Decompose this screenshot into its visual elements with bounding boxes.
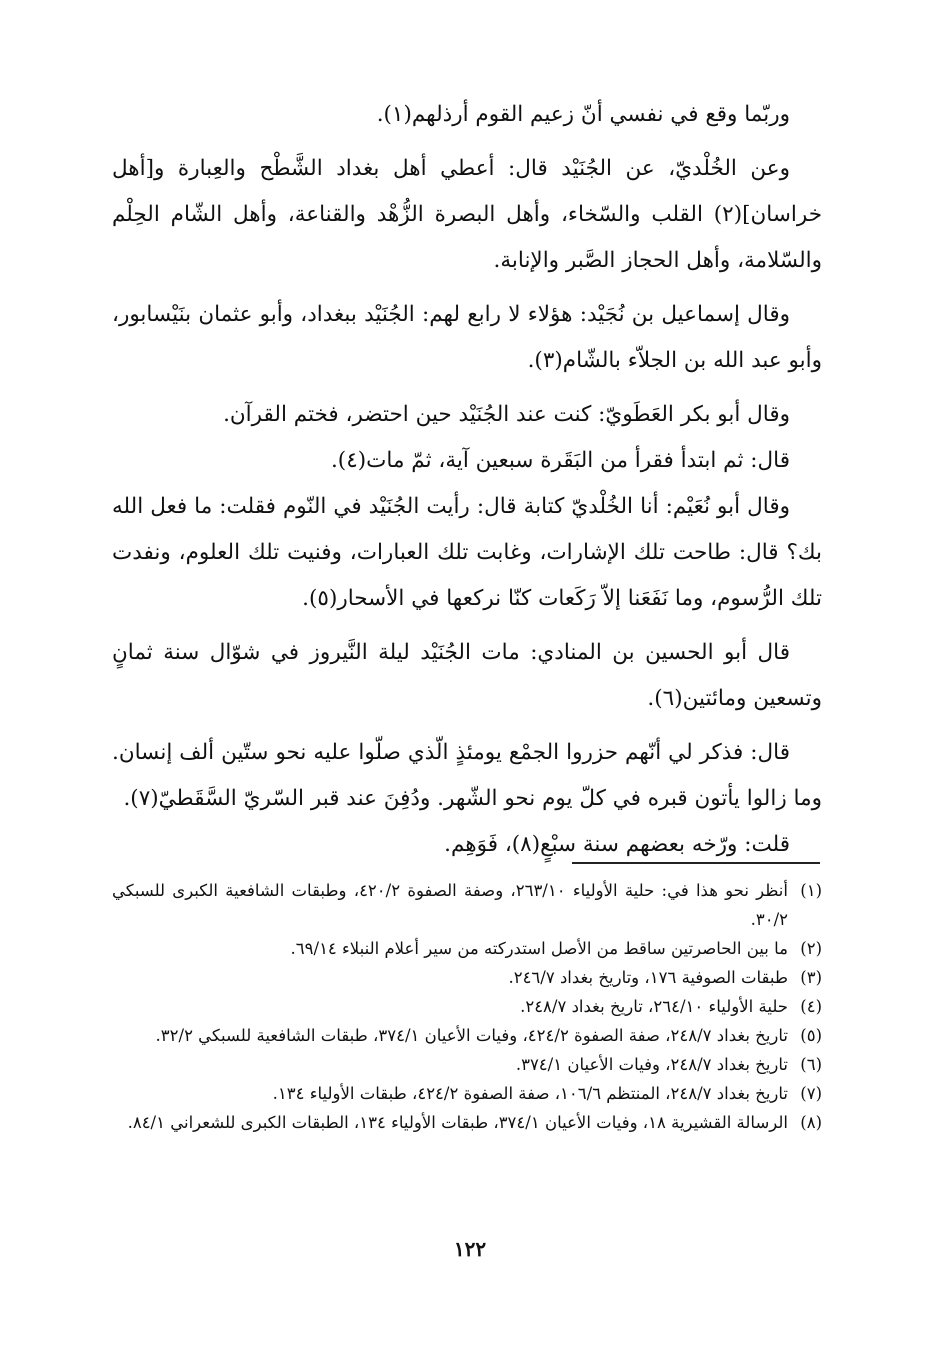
footnote-number: (٨) [800, 1113, 822, 1132]
footnote-text: ما بين الحاصرتين ساقط من الأصل استدركته من سير أعلام النبلاء ٦٩/١٤. [290, 939, 788, 958]
paragraph-9: قلت: ورّخه بعضهم سنة سبْعٍ(٨)، فَوَهِم. [444, 832, 790, 857]
footnote-number: (٢) [800, 939, 822, 958]
footnote [112, 1050, 822, 1079]
paragraph-2: وعن الخُلْديّ، عن الجُنَيْد قال: أعطي أهل بغداد الشَّطْح والعِبارة و[أهل خراسان](٢) القلب والسّخاء، وأهل البصرة الزُّهْد والقناعة، وأهل الشّام الحِلْم والسّلامة، وأهل الحجاز الصَّبر والإنابة. [112, 156, 822, 273]
footnote [112, 963, 822, 992]
page-number: ١٢٢ [453, 1237, 487, 1261]
footnote-text: حلية الأولياء ٢٦٤/١٠، تاريخ بغداد ٢٤٨/٧. [520, 997, 788, 1016]
footnote-number: (٤) [800, 997, 822, 1016]
footnote-text: تاريخ بغداد ٢٤٨/٧، صفة الصفوة ٤٢٤/٢، وفيات الأعيان ٣٧٤/١، طبقات الشافعية للسبكي ٣٢/٢. [155, 1026, 788, 1045]
footnote [112, 934, 822, 963]
paragraph-7: قال أبو الحسين بن المنادي: مات الجُنَيْد ليلة النَّيروز في شوّال سنة ثمانٍ وتسعين ومائتين(٦). [112, 640, 822, 711]
footnote [112, 876, 822, 934]
footnotes [112, 876, 822, 1137]
footnote-text: أنظر نحو هذا في: حلية الأولياء ٢٦٣/١٠، وصفة الصفوة ٤٢٠/٢، وطبقات الشافعية الكبرى للسبكي ٣٠/٢. [112, 881, 788, 929]
paragraph-8: قال: فذكر لي أنّهم حزروا الجمْع يومئذٍ الّذي صلّوا عليه نحو ستّين ألف إنسان. وما زالوا يأتون قبره في كلّ يوم نحو الشّهر. ودُفِنَ عند قبر السّريّ السَّقَطيّ(٧). [112, 740, 822, 811]
footnote-number: (٦) [800, 1055, 822, 1074]
footnote-number: (٥) [800, 1026, 822, 1045]
footnote-text: تاريخ بغداد ٢٤٨/٧، وفيات الأعيان ٣٧٤/١. [515, 1055, 788, 1074]
paragraph-6: وقال أبو نُعَيْم: أنا الخُلْديّ كتابة قال: رأيت الجُنَيْد في النّوم فقلت: ما فعل الله بك؟ قال: طاحت تلك الإشارات، وغابت تلك العبارات، وفنيت تلك العلوم، ونفدت تلك الرُّسوم، وما نَفَعَنا إلاّ رَكَعات كنّا نركعها في الأسحار(٥). [112, 494, 822, 611]
main-text [112, 92, 822, 876]
paragraph-5: قال: ثم ابتدأ فقرأ من البَقَرة سبعين آية، ثمّ مات(٤). [330, 448, 790, 473]
footnote-number: (١) [800, 881, 822, 900]
footnote [112, 992, 822, 1021]
paragraph-3: وقال إسماعيل بن نُجَيْد: هؤلاء لا رابع لهم: الجُنَيْد ببغداد، وأبو عثمان بنَيْسابور، وأبو عبد الله بن الجلاّء بالشّام(٣). [112, 302, 822, 373]
footnote [112, 1108, 822, 1137]
footnote [112, 1079, 822, 1108]
footnote-text: تاريخ بغداد ٢٤٨/٧، المنتظم ١٠٦/٦، صفة الصفوة ٤٢٤/٢، طبقات الأولياء ١٣٤. [272, 1084, 788, 1103]
footnote-number: (٣) [800, 968, 822, 987]
footnote [112, 1021, 822, 1050]
paragraph-4: وقال أبو بكر العَطَويّ: كنت عند الجُنَيْد حين احتضر، فختم القرآن. [223, 402, 790, 427]
footnote-text: الرسالة القشيرية ١٨، وفيات الأعيان ٣٧٤/١، طبقات الأولياء ١٣٤، الطبقات الكبرى للشعراني ٨٤/١. [127, 1113, 788, 1132]
footnote-number: (٧) [800, 1084, 822, 1103]
footnote-text: طبقات الصوفية ١٧٦، وتاريخ بغداد ٢٤٦/٧. [508, 968, 788, 987]
paragraph-1: وربّما وقع في نفسي أنّ زعيم القوم أرذلهم(١). [376, 102, 790, 127]
footnote-divider [572, 862, 820, 864]
